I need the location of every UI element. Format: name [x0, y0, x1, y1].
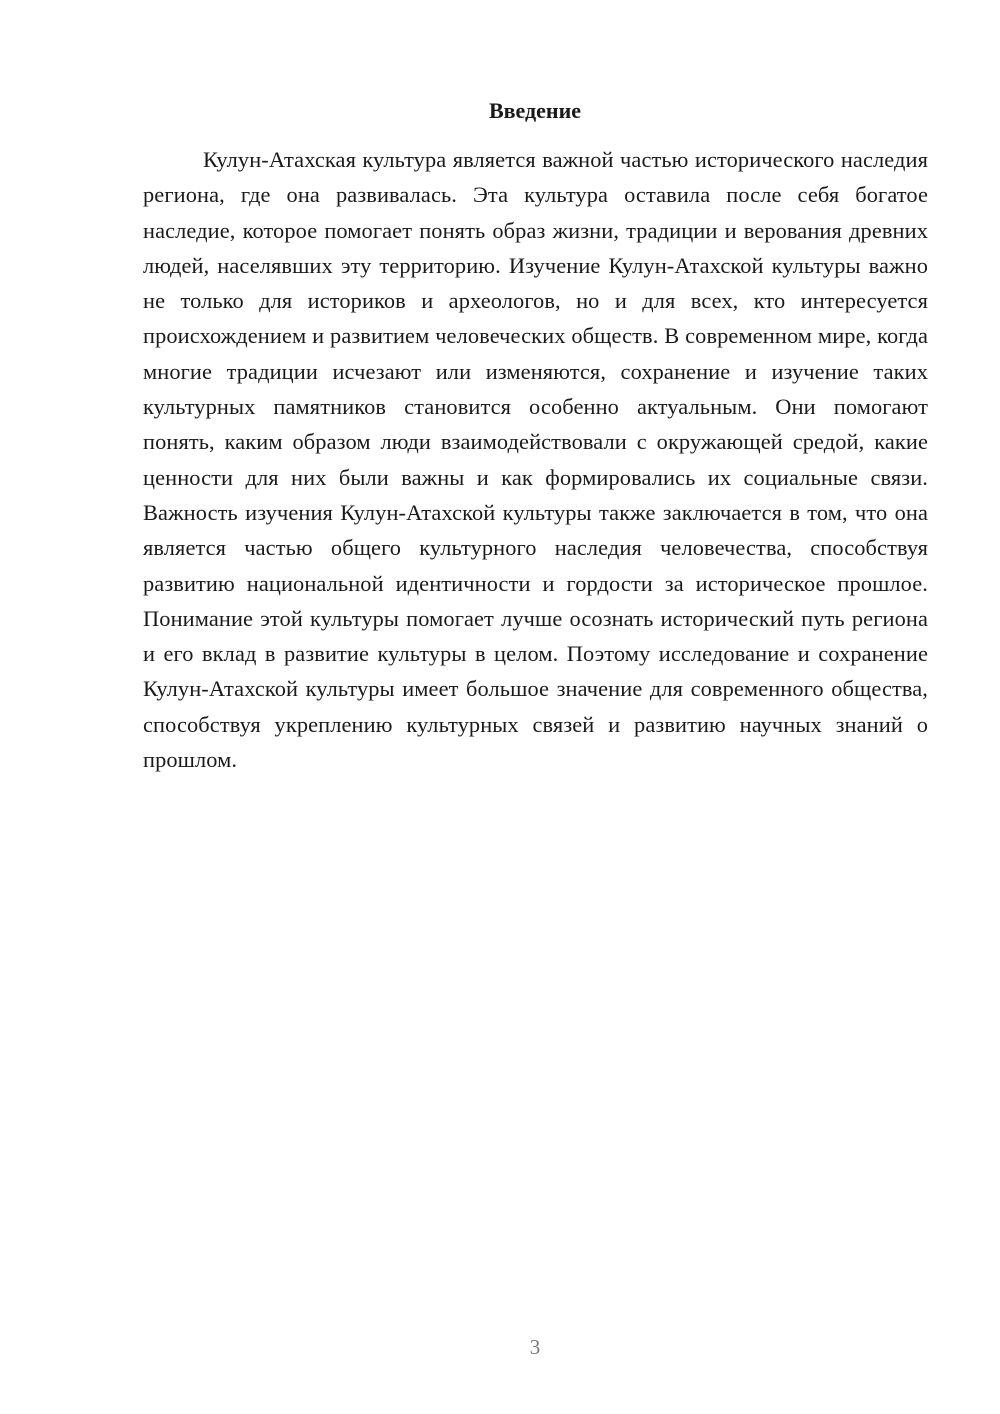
section-heading: Введение: [488, 98, 582, 123]
page-number: 3: [529, 1335, 541, 1359]
body-paragraph: Кулун-Атахская культура является важной частью исторического наследия региона, где она развивалась. Эта культура оставила после себя богатое наследие, которое помогает понять образ жизни, традиции и верования древних людей, населявших эту территорию. Изучение Кулун-Атахской культуры важно не только для историков и археологов, но и для всех, кто интересуется происхождением и развитием человеческих обществ. В современном мире, когда многие традиции исчезают или изменяются, сохранение и изучение таких культурных памятников становится особенно актуальным. Они помогают понять, каким образом люди взаимодействовали с окружающей средой, какие ценности для них были важны и как формировались их социальные связи. Важность изучения Кулун-Атахской культуры также заключается в том, что она является частью общего культурного наследия человечества, способствуя развитию национальной идентичности и гордости за историческое прошлое. Понимание этой культуры помогает лучше осознать исторический путь региона и его вклад в развитие культуры в целом. Поэтому исследование и сохранение Кулун-Атахской культуры имеет большое значение для современного общества, способствуя укреплению культурных связей и развитию научных знаний о прошлом.: [143, 147, 928, 773]
